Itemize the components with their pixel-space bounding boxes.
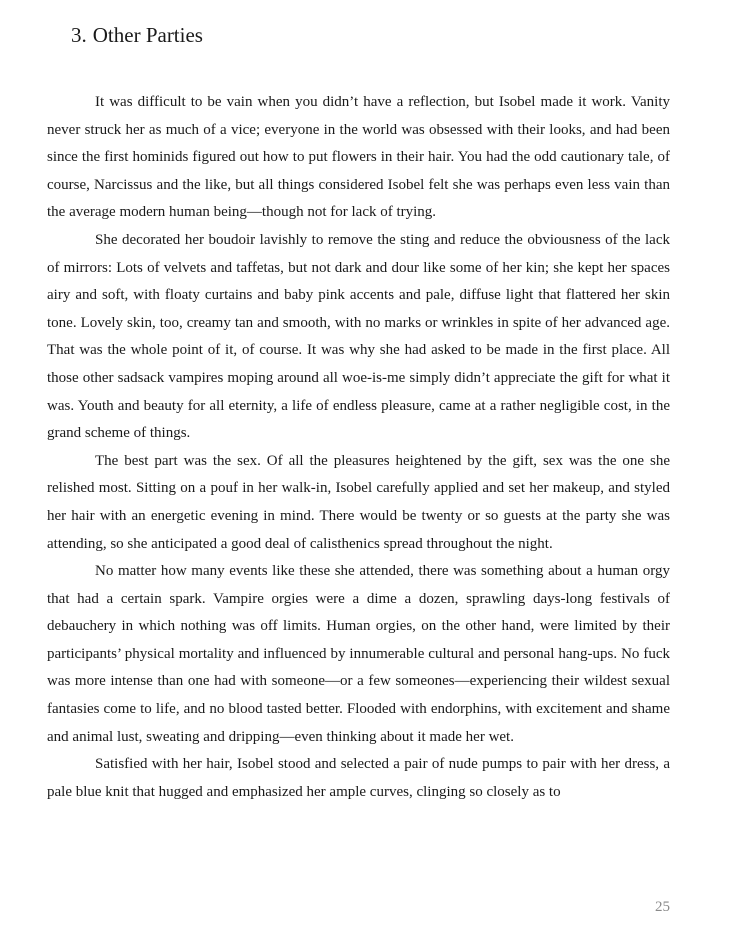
page-number: 25 — [655, 899, 670, 915]
paragraph: It was difficult to be vain when you didn’t have a reflection, but Isobel made it work. Vanity never struck her as much of a vice; everyone in the world was obsessed with their looks, and had been since the first hominids figured out how to put flowers in their hair. You had the odd cautionary tale, of course, Narcissus and the like, but all things considered Isobel felt she was perhaps even less vain than the average modern human being—though not for lack of trying. — [47, 94, 670, 221]
paragraph: The best part was the sex. Of all the pleasures heightened by the gift, sex was the one she relished most. Sitting on a pouf in her walk-in, Isobel carefully applied and set her makeup, and styled her hair with an energetic evening in mind. There would be twenty or so guests at the party she was attending, so she anticipated a good deal of calisthenics spread throughout the night. — [47, 452, 670, 552]
paragraph: She decorated her boudoir lavishly to remove the sting and reduce the obviousness of the lack of mirrors: Lots of velvets and taffetas, but not dark and dour like some of her kin; she kept her spaces airy and soft, with floaty curtains and baby pink accents and pale, diffuse light that flattered her skin tone. Lovely skin, too, creamy tan and smooth, with no marks or wrinkles in spite of her advanced age. That was the whole point of it, of course. It was why she had asked to be made in the first place. All those other sadsack vampires moping around all woe-is-me simply didn’t appreciate the gift for what it was. Youth and beauty for all eternity, a life of endless pleasure, came at a rather negligible cost, in the grand scheme of things. — [47, 231, 670, 442]
body-text — [47, 89, 670, 806]
chapter-number: 3. — [71, 23, 87, 47]
chapter-title: Other Parties — [92, 23, 203, 47]
paragraph: Satisfied with her hair, Isobel stood and selected a pair of nude pumps to pair with her dress, a pale blue knit that hugged and emphasized her ample curves, clinging so closely as to — [47, 756, 670, 800]
paragraph: No matter how many events like these she attended, there was something about a human orgy that had a certain spark. Vampire orgies were a dime a dozen, sprawling days-long festivals of debauchery in which nothing was off limits. Human orgies, on the other hand, were limited by their participants’ physical mortality and influenced by innumerable cultural and personal hang-ups. No fuck was more intense than one had with someone—or a few someones—experiencing their wildest sexual fantasies come to life, and no blood tasted better. Flooded with endorphins, with excitement and shame and animal lust, sweating and dripping—even thinking about it made her wet. — [47, 563, 670, 745]
chapter-heading — [71, 22, 203, 48]
